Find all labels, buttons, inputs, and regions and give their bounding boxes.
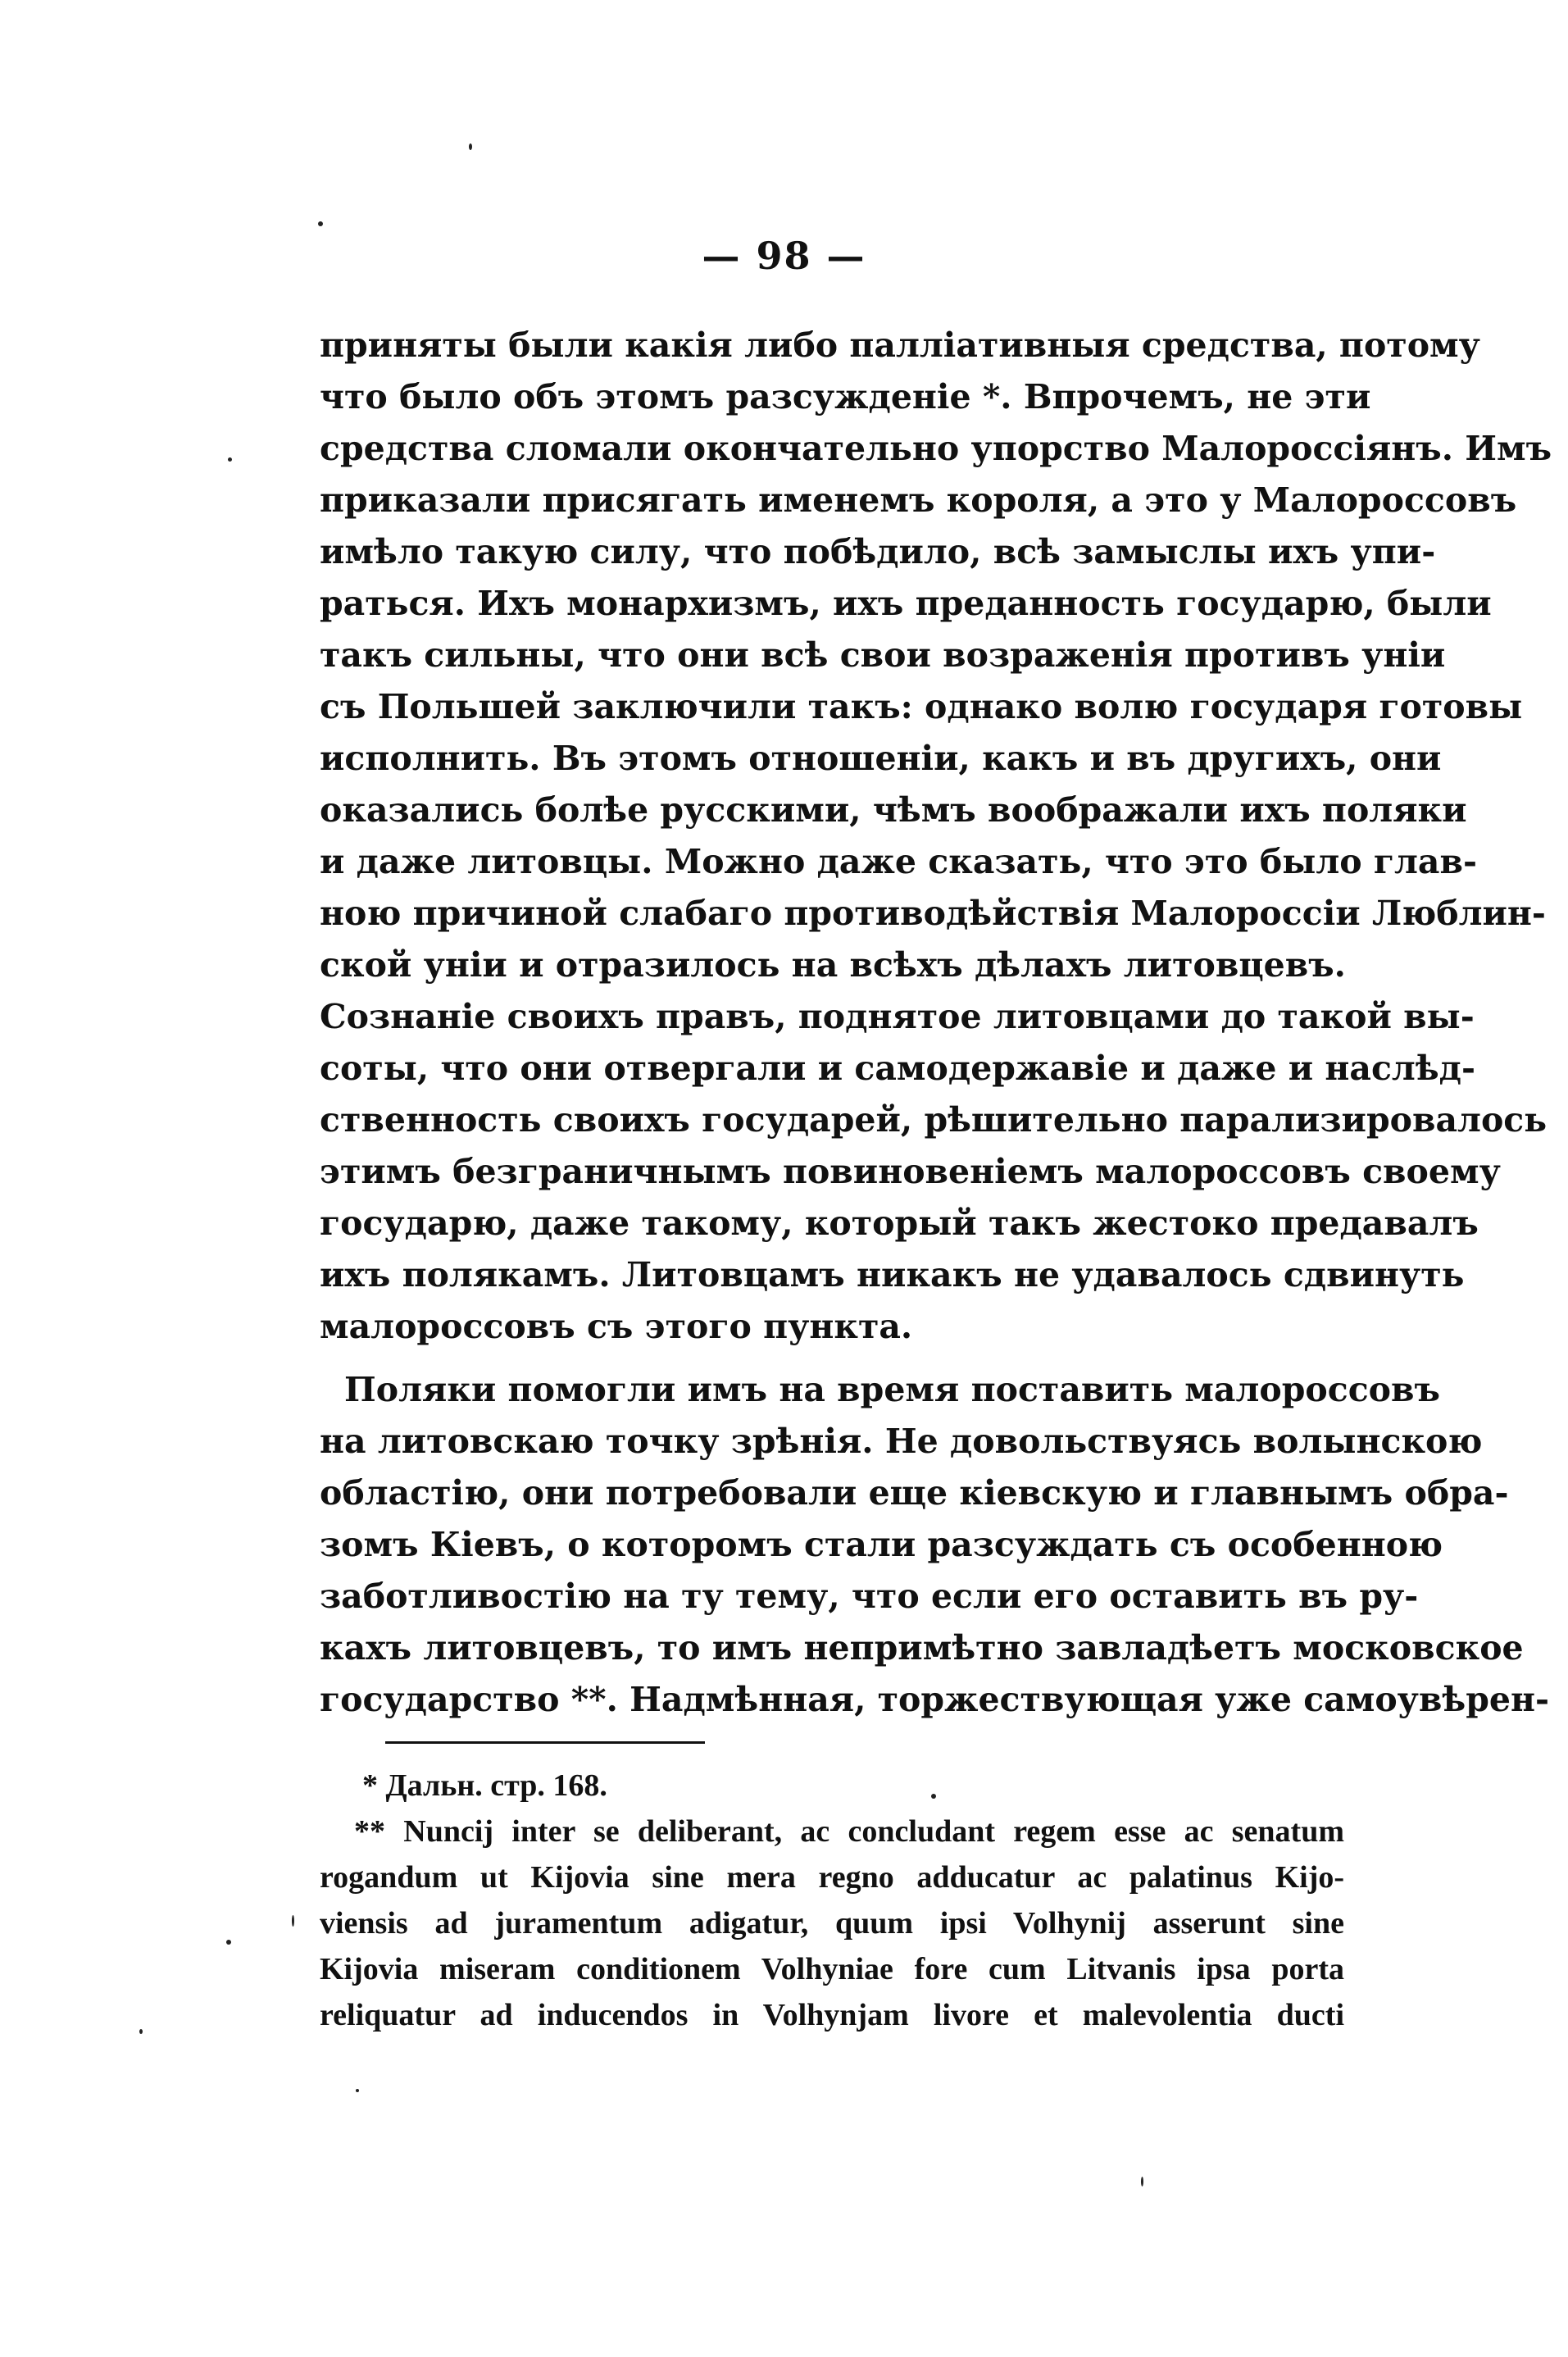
- scan-speck: [931, 1794, 936, 1799]
- text-line: такъ сильны, что они всѣ свои возраженія противъ уніи: [320, 635, 1446, 675]
- text-line: заботливостію на ту тему, что если его оставить въ ру-: [320, 1577, 1419, 1616]
- scan-speck: [139, 2029, 143, 2034]
- text-line: Поляки помогли имъ на время поставить малороссовъ: [344, 1370, 1440, 1409]
- main-text: [320, 320, 1552, 1726]
- footnote-2: [320, 1809, 1344, 2038]
- text-line: государство **. Надмѣнная, торжествующая уже самоувѣрен-: [320, 1680, 1550, 1719]
- text-line: этимъ безграничнымъ повиновеніемъ малороссовъ своему: [320, 1152, 1501, 1191]
- scan-speck: [318, 221, 323, 226]
- text-line: приняты были какія либо палліативныя средства, потому: [320, 325, 1480, 365]
- text-line: областію, они потребовали еще кіевскую и главнымъ обра-: [320, 1473, 1509, 1513]
- scan-speck: [228, 457, 232, 462]
- text-line: ственность своихъ государей, рѣшительно парализировалось: [320, 1100, 1548, 1140]
- paragraph-1: [320, 320, 1552, 1353]
- scan-speck: [1141, 2177, 1143, 2186]
- paragraph-2: [320, 1364, 1550, 1726]
- text-line: зомъ Кіевъ, о которомъ стали разсуждать съ особенною: [320, 1525, 1443, 1564]
- footnote-line: reliquatur ad inducendos in Volhynjam livore et malevolentia ducti: [320, 1998, 1344, 2032]
- footnote-line: Kijovia miseram conditionem Volhyniae fore cum Litvanis ipsa porta: [320, 1952, 1344, 1986]
- text-line: Сознаніе своихъ правъ, поднятое литовцами до такой вы-: [320, 997, 1475, 1036]
- scan-speck: [226, 1940, 231, 1945]
- text-line: исполнить. Въ этомъ отношеніи, какъ и въ другихъ, они: [320, 739, 1442, 778]
- text-line: малороссовъ съ этого пункта.: [320, 1307, 913, 1346]
- text-line: приказали присягать именемъ короля, а это у Малороссовъ: [320, 480, 1517, 520]
- text-line: оказались болѣе русскими, чѣмъ воображали ихъ поляки: [320, 790, 1467, 830]
- scan-speck: [356, 2089, 359, 2092]
- footnote-line: ** Nuncij inter se deliberant, ac concludant regem esse ac senatum: [354, 1814, 1344, 1849]
- text-line: раться. Ихъ монархизмъ, ихъ преданность государю, были: [320, 584, 1492, 623]
- text-line: что было объ этомъ разсужденіе *. Впрочемъ, не эти: [320, 377, 1371, 416]
- text-line: имѣло такую силу, что побѣдило, всѣ замыслы ихъ упи-: [320, 532, 1436, 571]
- text-line: средства сломали окончательно упорство Малороссіянъ. Имъ: [320, 429, 1552, 468]
- footnote-divider: [385, 1741, 705, 1744]
- text-line: ною причиной слабаго противодѣйствія Малороссіи Люблин-: [320, 894, 1546, 933]
- footnotes: [320, 1763, 1344, 2038]
- text-line: ской уніи и отразилось на всѣхъ дѣлахъ литовцевъ.: [320, 945, 1346, 985]
- text-line: соты, что они отвергали и самодержавіе и даже и наслѣд-: [320, 1049, 1475, 1088]
- text-line: на литовскаю точку зрѣнія. Не довольствуясь волынскою: [320, 1422, 1483, 1461]
- text-line: съ Польшей заключили такъ: однако волю государя готовы: [320, 687, 1523, 726]
- text-line: государю, даже такому, который такъ жестоко предавалъ: [320, 1204, 1479, 1243]
- footnote-1: * Дальн. стр. 168.: [362, 1768, 607, 1803]
- footnote-line: rogandum ut Kijovia sine mera regno adducatur ac palatinus Kijo-: [320, 1860, 1344, 1895]
- text-line: и даже литовцы. Можно даже сказать, что это было глав-: [320, 842, 1477, 881]
- text-line: кахъ литовцевъ, то имъ непримѣтно завладѣетъ московское: [320, 1628, 1524, 1668]
- page-number: — 98 —: [702, 234, 866, 278]
- text-line: ихъ полякамъ. Литовцамъ никакъ не удавалось сдвинуть: [320, 1255, 1465, 1295]
- scan-speck: [469, 143, 472, 150]
- footnote-line: viensis ad juramentum adigatur, quum ipsi Volhynij asserunt sine: [320, 1906, 1344, 1941]
- scan-speck: [292, 1915, 294, 1927]
